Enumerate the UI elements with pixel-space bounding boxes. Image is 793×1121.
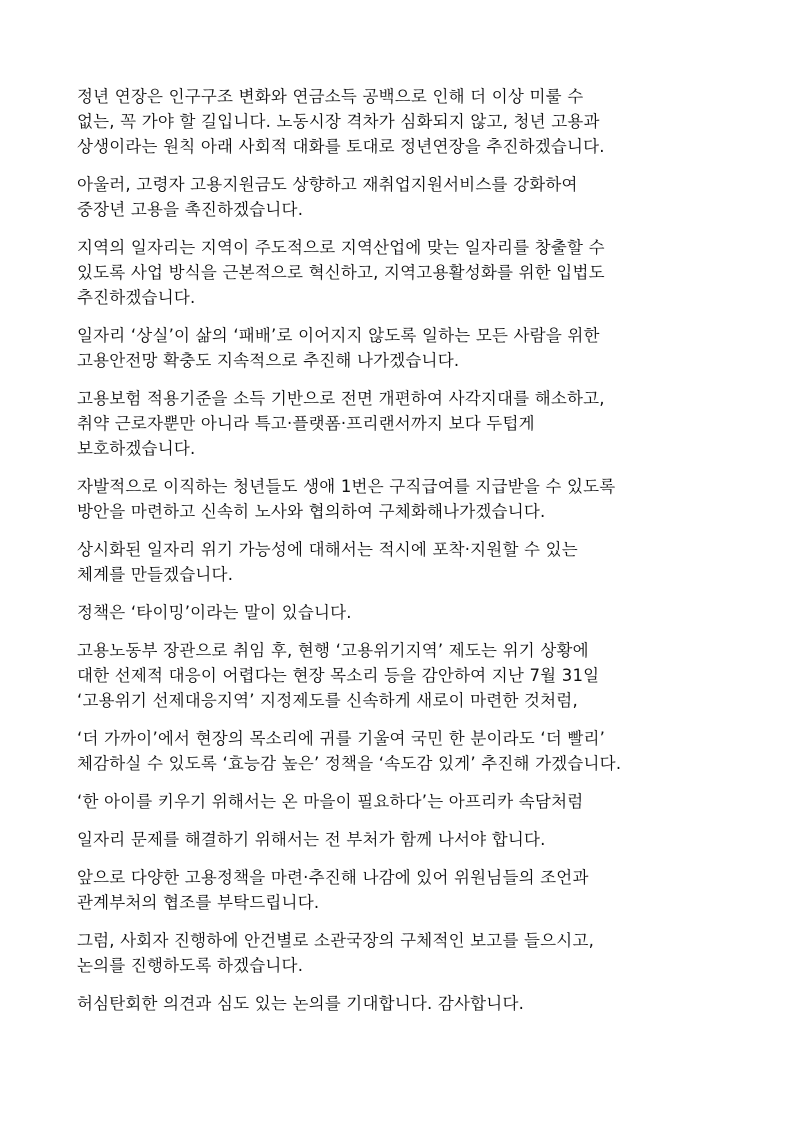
text-line: 중장년 고용을 촉진하겠습니다. — [77, 200, 304, 219]
text-line: ‘한 아이를 키우기 위해서는 온 마을이 필요하다’는 아프리카 속담처럼 — [77, 792, 584, 811]
text-line: 고용보험 적용기준을 소득 기반으로 전면 개편하여 사각지대를 해소하고, — [77, 389, 605, 408]
text-line: 그럼, 사회자 진행하에 안건별로 소관국장의 구체적인 보고를 들으시고, — [77, 931, 595, 950]
paragraph — [77, 638, 737, 713]
text-line: 대한 선제적 대응이 어렵다는 현장 목소리 등을 감안하여 지난 7월 31일 — [77, 666, 600, 685]
text-line: 논의를 진행하도록 하겠습니다. — [77, 956, 304, 975]
text-line: 방안을 마련하고 신속히 노사와 협의하여 구체화해나가겠습니다. — [77, 502, 546, 521]
text-line: 관계부처의 협조를 부탁드립니다. — [77, 893, 320, 912]
text-line: ‘더 가까이’에서 현장의 목소리에 귀를 기울여 국민 한 분이라도 ‘더 빨리’ — [77, 729, 606, 748]
text-line: 상생이라는 원칙 아래 사회적 대화를 토대로 정년연장을 추진하겠습니다. — [77, 137, 605, 156]
paragraph — [77, 865, 737, 915]
text-line: 정년 연장은 인구구조 변화와 연금소득 공백으로 인해 더 이상 미룰 수 — [77, 87, 584, 106]
paragraph — [77, 991, 737, 1016]
text-line: 없는, 꼭 가야 할 길입니다. 노동시장 격차가 심화되지 않고, 청년 고용과 — [77, 112, 600, 131]
text-line: 일자리 문제를 해결하기 위해서는 전 부처가 함께 나서야 합니다. — [77, 830, 546, 849]
paragraph — [77, 386, 737, 461]
paragraph — [77, 235, 737, 310]
text-line: 고용안전망 확충도 지속적으로 추진해 나가겠습니다. — [77, 351, 460, 370]
text-line: 고용노동부 장관으로 취임 후, 현행 ‘고용위기지역’ 제도는 위기 상황에 — [77, 641, 589, 660]
text-line: 자발적으로 이직하는 청년들도 생애 1번은 구직급여를 지급받을 수 있도록 — [77, 477, 616, 496]
text-line: 있도록 사업 방식을 근본적으로 혁신하고, 지역고용활성화를 위한 입법도 — [77, 263, 605, 282]
paragraph — [77, 172, 737, 222]
text-line: 정책은 ‘타이밍’이라는 말이 있습니다. — [77, 603, 352, 622]
text-line: 체계를 만들겠습니다. — [77, 565, 234, 584]
text-line: 아울러, 고령자 고용지원금도 상향하고 재취업지원서비스를 강화하여 — [77, 175, 578, 194]
text-line: 지역의 일자리는 지역이 주도적으로 지역산업에 맞는 일자리를 창출할 수 — [77, 238, 605, 257]
text-line: 보호하겠습니다. — [77, 439, 196, 458]
paragraph — [77, 474, 737, 524]
text-line: 체감하실 수 있도록 ‘효능감 높은’ 정책을 ‘속도감 있게’ 추진해 가겠습니다. — [77, 754, 622, 773]
text-line: 앞으로 다양한 고용정책을 마련·추진해 나감에 있어 위원님들의 조언과 — [77, 868, 589, 887]
text-line: ‘고용위기 선제대응지역’ 지정제도를 신속하게 새로이 마련한 것처럼, — [77, 691, 578, 710]
text-line: 추진하겠습니다. — [77, 288, 196, 307]
paragraph — [77, 600, 737, 625]
paragraph — [77, 537, 737, 587]
text-line: 일자리 ‘상실’이 삶의 ‘패배’로 이어지지 않도록 일하는 모든 사람을 위한 — [77, 326, 600, 345]
document-body — [77, 84, 737, 1029]
paragraph — [77, 726, 737, 776]
text-line: 취약 근로자뿐만 아니라 특고·플랫폼·프리랜서까지 보다 두텁게 — [77, 414, 535, 433]
paragraph — [77, 84, 737, 159]
paragraph — [77, 323, 737, 373]
paragraph — [77, 928, 737, 978]
paragraph — [77, 827, 737, 852]
text-line: 허심탄회한 의견과 심도 있는 논의를 기대합니다. 감사합니다. — [77, 994, 525, 1013]
text-line: 상시화된 일자리 위기 가능성에 대해서는 적시에 포착·지원할 수 있는 — [77, 540, 578, 559]
paragraph — [77, 789, 737, 814]
